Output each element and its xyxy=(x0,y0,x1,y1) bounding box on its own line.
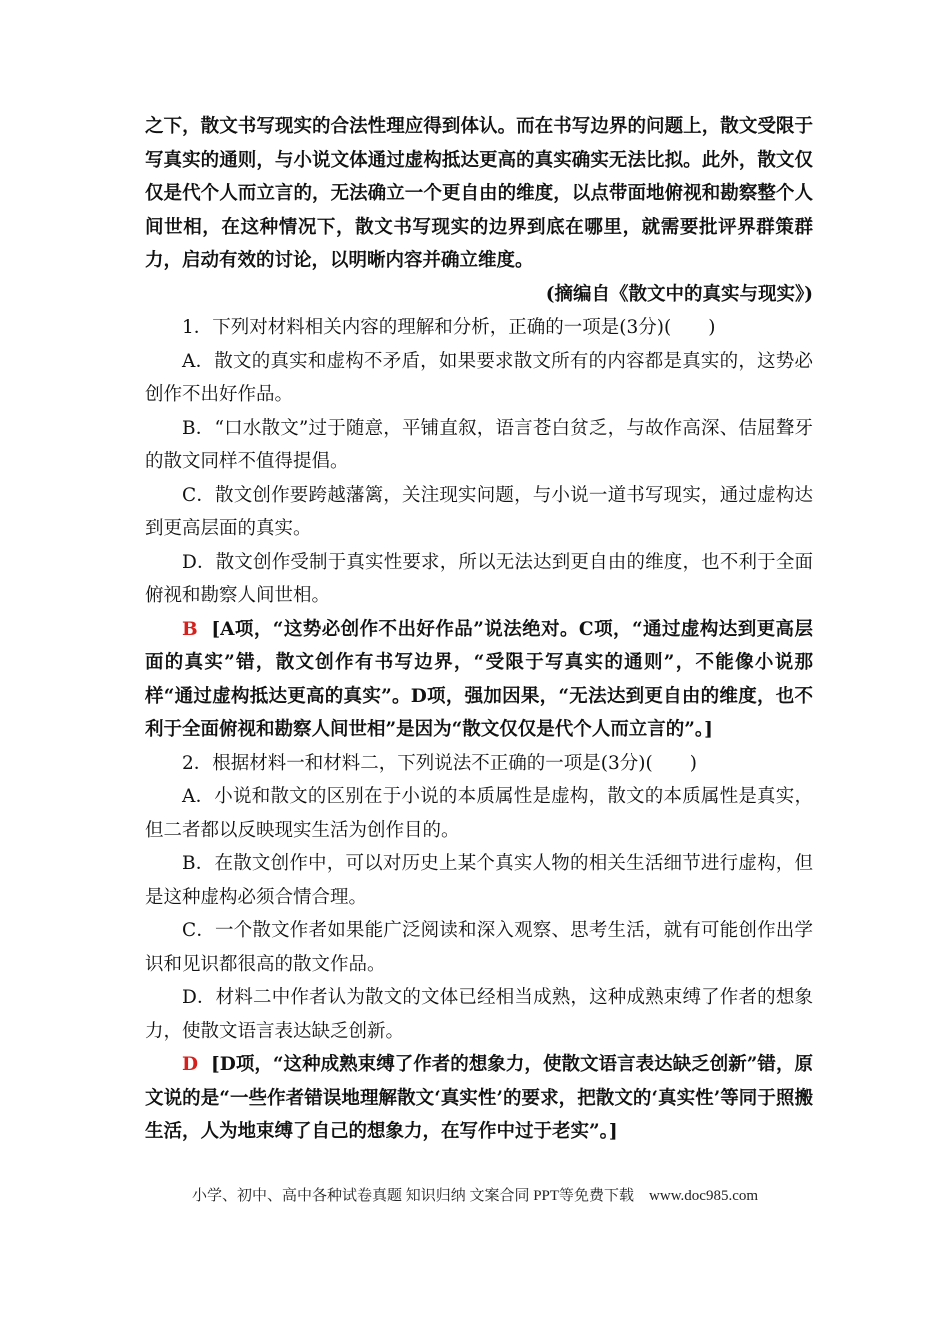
option-a: A．小说和散文的区别在于小说的本质属性是虚构，散文的本质属性是真实，但二者都以反映现实生活为创作目的。 xyxy=(145,786,813,841)
question-stem: 2．根据材料一和材料二，下列说法不正确的一项是(3分)( ) xyxy=(182,752,697,774)
page-footer: 小学、初中、高中各种试卷真题 知识归纳 文案合同 PPT等免费下载 www.doc985.com xyxy=(191,1188,759,1204)
source-citation: (摘编自《散文中的真实与现实》) xyxy=(545,283,813,305)
option-b: B．“口水散文”过于随意，平铺直叙，语言苍白贫乏，与故作高深、佶屈聱牙的散文同样不值得提倡。 xyxy=(145,417,813,472)
explanation-text: [A项，“这势必创作不出好作品”说法绝对。C项，“通过虚构达到更高层面的真实”错，散文创作有书写边界，“受限于写真实的通则”，不能像小说那样“通过虚构抵达更高的真实”。D项，强加因果，“无法达到更自由的维度，也不利于全面俯视和勘察人间世相”是因为“散文仅仅是代个人而立言的”。] xyxy=(145,618,813,740)
explanation-text: [D项，“这种成熟束缚了作者的想象力，使散文语言表达缺乏创新”错，原文说的是“一些作者错误地理解散文‘真实性’的要求，把散文的‘真实性’等同于照搬生活，人为地束缚了自己的想象力，在写作中过于老实”。] xyxy=(145,1054,813,1142)
option-c: C．散文创作要跨越藩篱，关注现实问题，与小说一道书写现实，通过虚构达到更高层面的真实。 xyxy=(145,484,813,539)
intro-paragraph: 之下，散文书写现实的合法性理应得到体认。而在书写边界的问题上，散文受限于写真实的通则，与小说文体通过虚构抵达更高的真实确实无法比拟。此外，散文仅仅是代个人而立言的，无法确立一个更自由的维度，以点带面地俯视和勘察整个人间世相，在这种情况下，散文书写现实的边界到底在哪里，就需要批评界群策群力，启动有效的讨论，以明晰内容并确立维度。 xyxy=(145,116,813,271)
answer-explanation xyxy=(145,613,813,747)
question-2 xyxy=(145,747,813,1149)
option-d: D．散文创作受制于真实性要求，所以无法达到更自由的维度，也不利于全面俯视和勘察人间世相。 xyxy=(145,551,813,606)
answer-explanation xyxy=(145,1048,813,1149)
option-a: A．散文的真实和虚构不矛盾，如果要求散文所有的内容都是真实的，这势必创作不出好作品。 xyxy=(145,350,813,405)
option-c: C．一个散文作者如果能广泛阅读和深入观察、思考生活，就有可能创作出学识和见识都很高的散文作品。 xyxy=(145,920,813,975)
page-content xyxy=(145,110,813,1149)
option-b: B．在散文创作中，可以对历史上某个真实人物的相关生活细节进行虚构，但是这种虚构必须合情合理。 xyxy=(145,853,813,908)
answer-letter: B xyxy=(182,618,198,640)
option-d: D．材料二中作者认为散文的文体已经相当成熟，这种成熟束缚了作者的想象力，使散文语言表达缺乏创新。 xyxy=(145,987,813,1042)
answer-letter: D xyxy=(182,1054,199,1075)
question-stem: 1．下列对材料相关内容的理解和分析，正确的一项是(3分)( ) xyxy=(182,317,716,338)
question-1 xyxy=(145,311,813,747)
